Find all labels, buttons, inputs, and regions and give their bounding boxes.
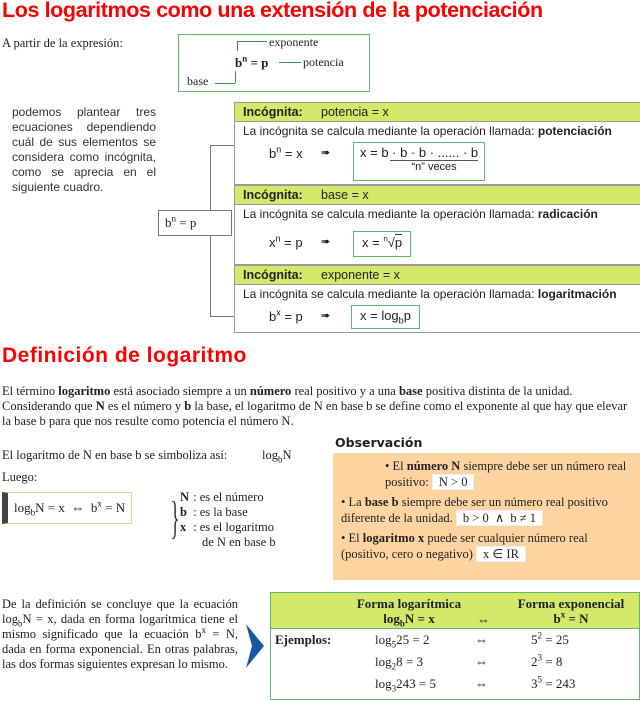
label-base: base (187, 74, 209, 88)
legend-list: N : es el número b : es la base x : es el logaritmo de N en base b (180, 490, 276, 549)
observacion-title: Observación (335, 435, 423, 450)
implies-arrow-icon: ➠ (321, 147, 331, 159)
result-box: $x = \log_bp$ (351, 305, 420, 329)
expression-box (178, 34, 370, 92)
implies-arrow-icon: ➠ (321, 310, 331, 322)
side-text: podemos plantear tres ecuaciones dependiendo cuál de sus elementos se considera como incógnita, como se aprecia en el siguiente cuadro. (12, 105, 156, 194)
conclusion-paragraph: De la definición se concluye que la ecuación $\log_bN = x$, dada en forma logarítmica tiene el mismo significado que la ecuación $b^x = N$, dada en forma exponencial. En otras palabras, las dos formas siguientes expresan lo mismo. (2, 597, 239, 671)
examples (271, 629, 639, 695)
forms-table-header: Forma logarítmica $\log_bN = x$ ⇔ Forma exponencial $b^x = N$ (271, 593, 639, 629)
case-potencia: Incógnita: potencia = x La incógnita se calcula mediante la operación llamada: potenciación $b^n = x$ ➠ x = b · b · b · ...... · b “n” veces (235, 102, 640, 185)
obs-item: • El logaritmo x puede ser cualquier número real (positivo, cero o negativo) x ∈ IR (341, 531, 588, 561)
log-symbol: $\log_bN$ (262, 448, 292, 465)
cases-table (234, 102, 640, 333)
result-box: x = $^n$√p (353, 231, 411, 257)
section-title-definicion: Definición de logaritmo (2, 344, 247, 367)
implies-arrow-icon: ➠ (321, 236, 331, 248)
label-potencia: potencia (303, 55, 344, 69)
forms-table (270, 592, 640, 700)
table-row: Ejemplos: $\log_525 = 2$ ⇔ $5^2 = 25$ (275, 630, 569, 650)
case-exponente: Incógnita: exponente = x La incógnita se calcula mediante la operación llamada: logaritmación $b^x = p$ ➠ $x = \log_bp$ (235, 265, 640, 333)
page-title: Los logaritmos como una extensión de la potenciación (2, 0, 543, 22)
table-row: $\log_28 = 3$ ⇔ $2^3 = 8$ (375, 652, 563, 672)
luego-label: Luego: (2, 470, 38, 484)
blue-arrow-icon (244, 624, 264, 668)
obs-item: • El número N siempre debe ser un número real positivo: N > 0 (385, 459, 627, 489)
table-row: $\log_3243 = 5$ ⇔ $3^5 = 243$ (375, 674, 576, 694)
brace-icon: } (170, 492, 180, 543)
main-equation: $\log_bN = x$ ⇔ $b^x = N$ (2, 492, 132, 524)
center-expression: $b^n = p$ (158, 210, 232, 236)
result-box: x = b · b · b · ...... · b “n” veces (353, 142, 485, 181)
definition-paragraph: El término logaritmo está asociado siempre a un número real positivo y a una base positiva distinta de la unidad. Considerando que N es el número y b la base, el logaritmo de N en base b se define como el exponente al que hay que elevar la base b para que nos resulte como potencia el número N. (2, 384, 628, 428)
label-exponente: exponente (269, 35, 319, 49)
intro-lead: A partir de la expresión: (2, 36, 123, 50)
symbol-line: El logaritmo de N en base b se simboliza así: (2, 448, 228, 462)
case-base: Incógnita: base = x La incógnita se calcula mediante la operación llamada: radicación $x^n = p$ ➠ x = $^n$√p (235, 185, 640, 265)
observacion-box (333, 453, 640, 580)
obs-item: • La base b siempre debe ser un número real positivo diferente de la unidad. b > 0 ∧ b ≠ 1 (341, 495, 608, 525)
expression: $b^n = p$ (235, 53, 269, 70)
